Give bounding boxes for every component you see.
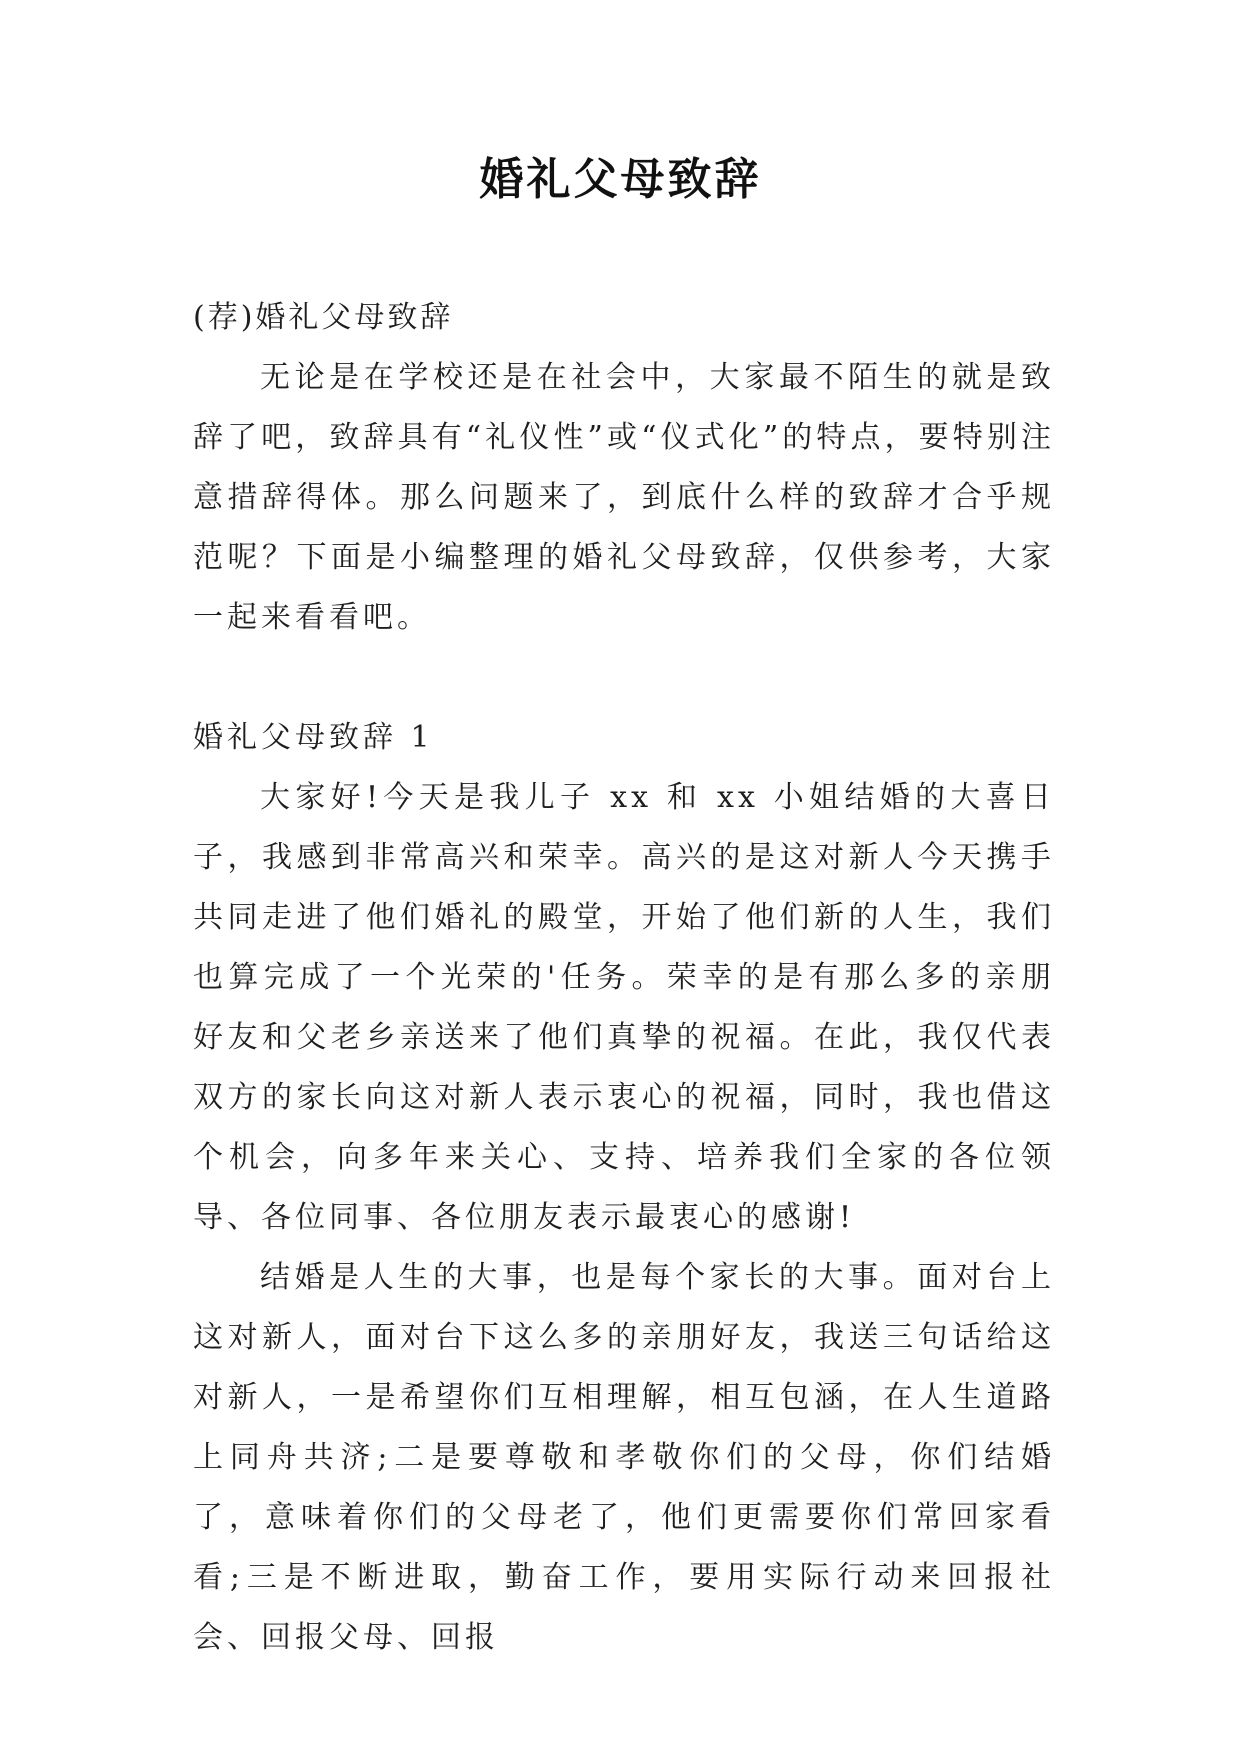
section-heading: 婚礼父母致辞 1 — [193, 720, 434, 755]
document-body — [193, 288, 1055, 1668]
document-subtitle: (荐)婚礼父母致辞 — [193, 300, 454, 335]
body-paragraph: 大家好!今天是我儿子 xx 和 xx 小姐结婚的大喜日子，我感到非常高兴和荣幸。高兴的是这对新人今天携手共同走进了他们婚礼的殿堂，开始了他们新的人生，我们也算完成了一个光荣的'任务。荣幸的是有那么多的亲朋好友和父老乡亲送来了他们真挚的祝福。在此，我仅代表双方的家长向这对新人表示衷心的祝福，同时，我也借这个机会，向多年来关心、支持、培养我们全家的各位领导、各位同事、各位朋友表示最衷心的感谢! — [193, 780, 1055, 1235]
body-paragraph: 结婚是人生的大事，也是每个家长的大事。面对台上这对新人，面对台下这么多的亲朋好友，我送三句话给这对新人，一是希望你们互相理解，相互包涵，在人生道路上同舟共济;二是要尊敬和孝敬你们的父母，你们结婚了，意味着你们的父母老了，他们更需要你们常回家看看;三是不断进取，勤奋工作，要用实际行动来回报社会、回报父母、回报 — [193, 1260, 1055, 1655]
paragraph-gap — [193, 648, 1055, 708]
intro-paragraph: 无论是在学校还是在社会中，大家最不陌生的就是致辞了吧，致辞具有“礼仪性”或“仪式化”的特点，要特别注意措辞得体。那么问题来了，到底什么样的致辞才合乎规范呢？下面是小编整理的婚礼父母致辞，仅供参考，大家一起来看看吧。 — [193, 360, 1055, 635]
document-title: 婚礼父母致辞 — [479, 154, 762, 205]
